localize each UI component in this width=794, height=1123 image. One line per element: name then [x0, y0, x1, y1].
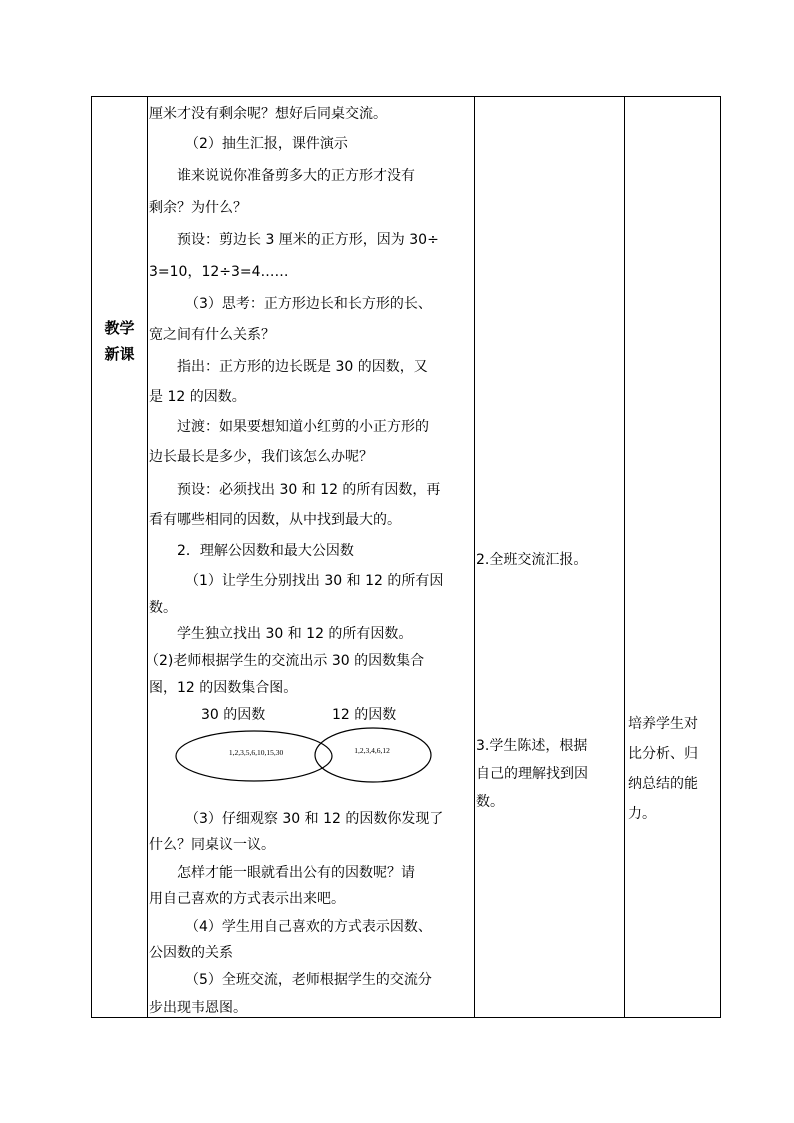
text-line: 厘米才没有剩余呢？想好后同桌交流。	[149, 106, 387, 122]
text-line: （3）仔细观察 30 和 12 的因数你发现了	[185, 811, 444, 827]
venn-right-title: 12 的因数	[332, 707, 397, 723]
venn-left-title: 30 的因数	[201, 707, 266, 723]
design-intent-line: 培养学生对	[628, 716, 698, 732]
text-line: 公因数的关系	[149, 945, 233, 961]
set-30-members: 1,2,3,5,6,10,15,30	[228, 748, 284, 757]
column-divider	[147, 97, 148, 1017]
section-label	[92, 315, 147, 367]
design-intent-line: 比分析、归	[628, 746, 698, 762]
text-line: 用自己喜欢的方式表示出来吧。	[149, 891, 345, 907]
text-line: （5）全班交流，老师根据学生的交流分	[185, 972, 432, 988]
factor-set-diagram	[149, 727, 475, 787]
text-line: 是 12 的因数。	[149, 389, 246, 405]
section-label-line: 新课	[104, 345, 135, 363]
text-line: 谁来说说你准备剪多大的正方形才没有	[177, 168, 415, 184]
text-line: 图，12 的因数集合图。	[149, 680, 298, 696]
lesson-plan-table	[91, 96, 721, 1018]
text-line: 预设：必须找出 30 和 12 的所有因数，再	[177, 482, 441, 498]
design-intent-line: 纳总结的能	[628, 776, 698, 792]
text-line: 过渡：如果要想知道小红剪的小正方形的	[177, 419, 429, 435]
text-line: 数。	[149, 600, 177, 616]
text-line: （4）学生用自己喜欢的方式表示因数、	[185, 919, 432, 935]
text-line: 剩余？为什么？	[149, 200, 247, 216]
section-label-line: 教学	[104, 319, 135, 337]
student-activity-item: 数。	[476, 794, 504, 810]
set-12-members: 1,2,3,4,6,12	[354, 746, 390, 755]
text-line: 什么？同桌议一议。	[149, 837, 275, 853]
text-line: 学生独立找出 30 和 12 的所有因数。	[177, 626, 413, 642]
text-line: 2．理解公因数和最大公因数	[177, 543, 354, 559]
text-line: 边长最长是多少，我们该怎么办呢？	[149, 449, 373, 465]
design-intent-line: 力。	[628, 806, 656, 822]
column-divider	[624, 97, 625, 1017]
student-activity-item: 2.全班交流汇报。	[476, 552, 588, 568]
text-line: 步出现韦恩图。	[149, 1000, 247, 1016]
text-line: 怎样才能一眼就看出公有的因数呢？请	[177, 865, 415, 881]
text-line: 指出：正方形的边长既是 30 的因数，又	[177, 359, 428, 375]
student-activity-item: 自己的理解找到因	[476, 766, 588, 782]
text-line: 宽之间有什么关系？	[149, 327, 275, 343]
text-line: 3=10，12÷3=4……	[149, 264, 289, 280]
text-line: （2）抽生汇报，课件演示	[185, 136, 348, 152]
text-line: （2)老师根据学生的交流出示 30 的因数集合	[145, 653, 425, 669]
text-line: 预设：剪边长 3 厘米的正方形，因为 30÷	[177, 232, 439, 248]
text-line: （1）让学生分别找出 30 和 12 的所有因	[185, 573, 444, 589]
text-line: （3）思考：正方形边长和长方形的长、	[185, 296, 432, 312]
text-line: 看有哪些相同的因数，从中找到最大的。	[149, 512, 401, 528]
student-activity-item: 3.学生陈述，根据	[476, 738, 588, 754]
